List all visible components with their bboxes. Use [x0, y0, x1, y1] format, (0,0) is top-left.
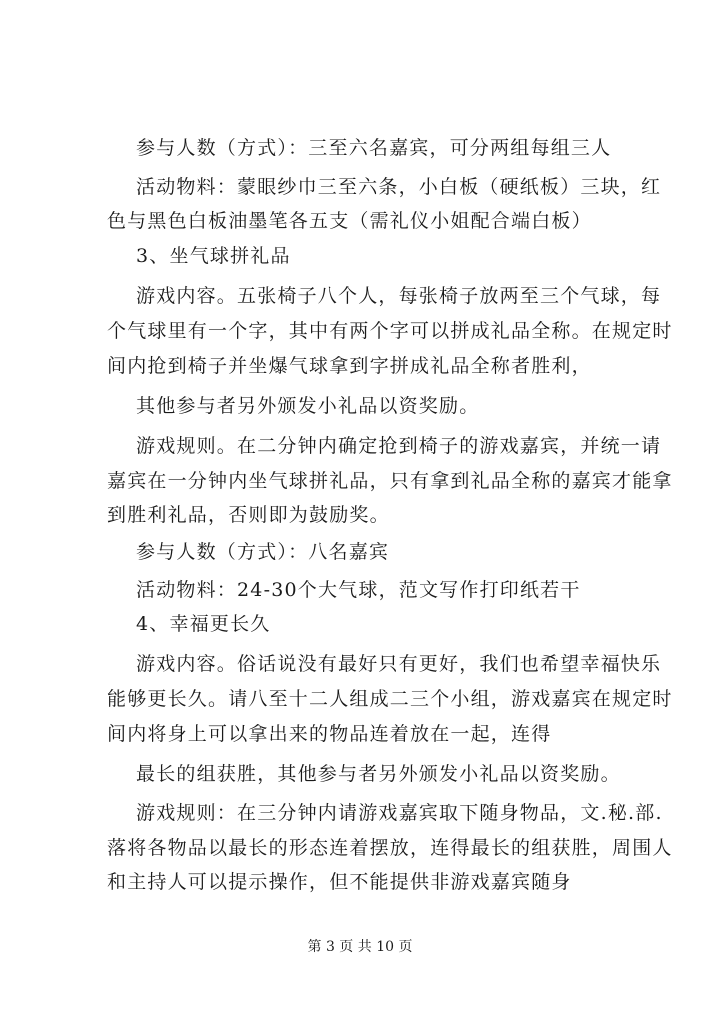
text-line: 参与人数（方式）：八名嘉宾 [136, 541, 390, 563]
text-line: 游戏内容。五张椅子八个人，每张椅子放两至三个气球，每 [136, 285, 662, 307]
text-line: 嘉宾在一分钟内坐气球拼礼品，只有拿到礼品全称的嘉宾才能拿 [107, 470, 673, 492]
text-line: 能够更长久。请八至十二人组成二三个小组，游戏嘉宾在规定时 [107, 688, 673, 710]
text-line: 色与黑色白板油墨笔各五支（需礼仪小姐配合端白板） [107, 210, 592, 232]
section-heading: 4、幸福更长久 [136, 613, 271, 635]
text-line: 其他参与者另外颁发小礼品以资奖励。 [136, 395, 480, 417]
page-footer: 第 3 页 共 10 页 [307, 939, 413, 955]
text-line: 游戏内容。俗话说没有最好只有更好，我们也希望幸福快乐 [136, 653, 662, 675]
text-line: 间内抢到椅子并坐爆气球拿到字拼成礼品全称者胜利， [107, 355, 592, 377]
text-line: 活动物料：24-30个大气球，范文写作打印纸若干 [136, 579, 581, 601]
text-line: 到胜利礼品，否则即为鼓励奖。 [107, 504, 390, 526]
text-line: 和主持人可以提示操作，但不能提供非游戏嘉宾随身 [107, 871, 572, 893]
text-line: 最长的组获胜，其他参与者另外颁发小礼品以资奖励。 [136, 763, 621, 785]
text-line: 落将各物品以最长的形态连着摆放，连得最长的组获胜，周围人 [107, 837, 673, 859]
text-line: 间内将身上可以拿出来的物品连着放在一起，连得 [107, 723, 552, 745]
text-line: 游戏规则：在三分钟内请游戏嘉宾取下随身物品，文.秘.部. [136, 802, 663, 824]
section-heading: 3、坐气球拼礼品 [136, 245, 291, 267]
text-line: 活动物料：蒙眼纱巾三至六条，小白板（硬纸板）三块，红 [136, 176, 662, 198]
text-line: 个气球里有一个字，其中有两个字可以拼成礼品全称。在规定时 [107, 320, 673, 342]
text-line: 游戏规则。在二分钟内确定抢到椅子的游戏嘉宾，并统一请 [136, 435, 662, 457]
text-line: 参与人数（方式）：三至六名嘉宾，可分两组每组三人 [136, 137, 612, 159]
